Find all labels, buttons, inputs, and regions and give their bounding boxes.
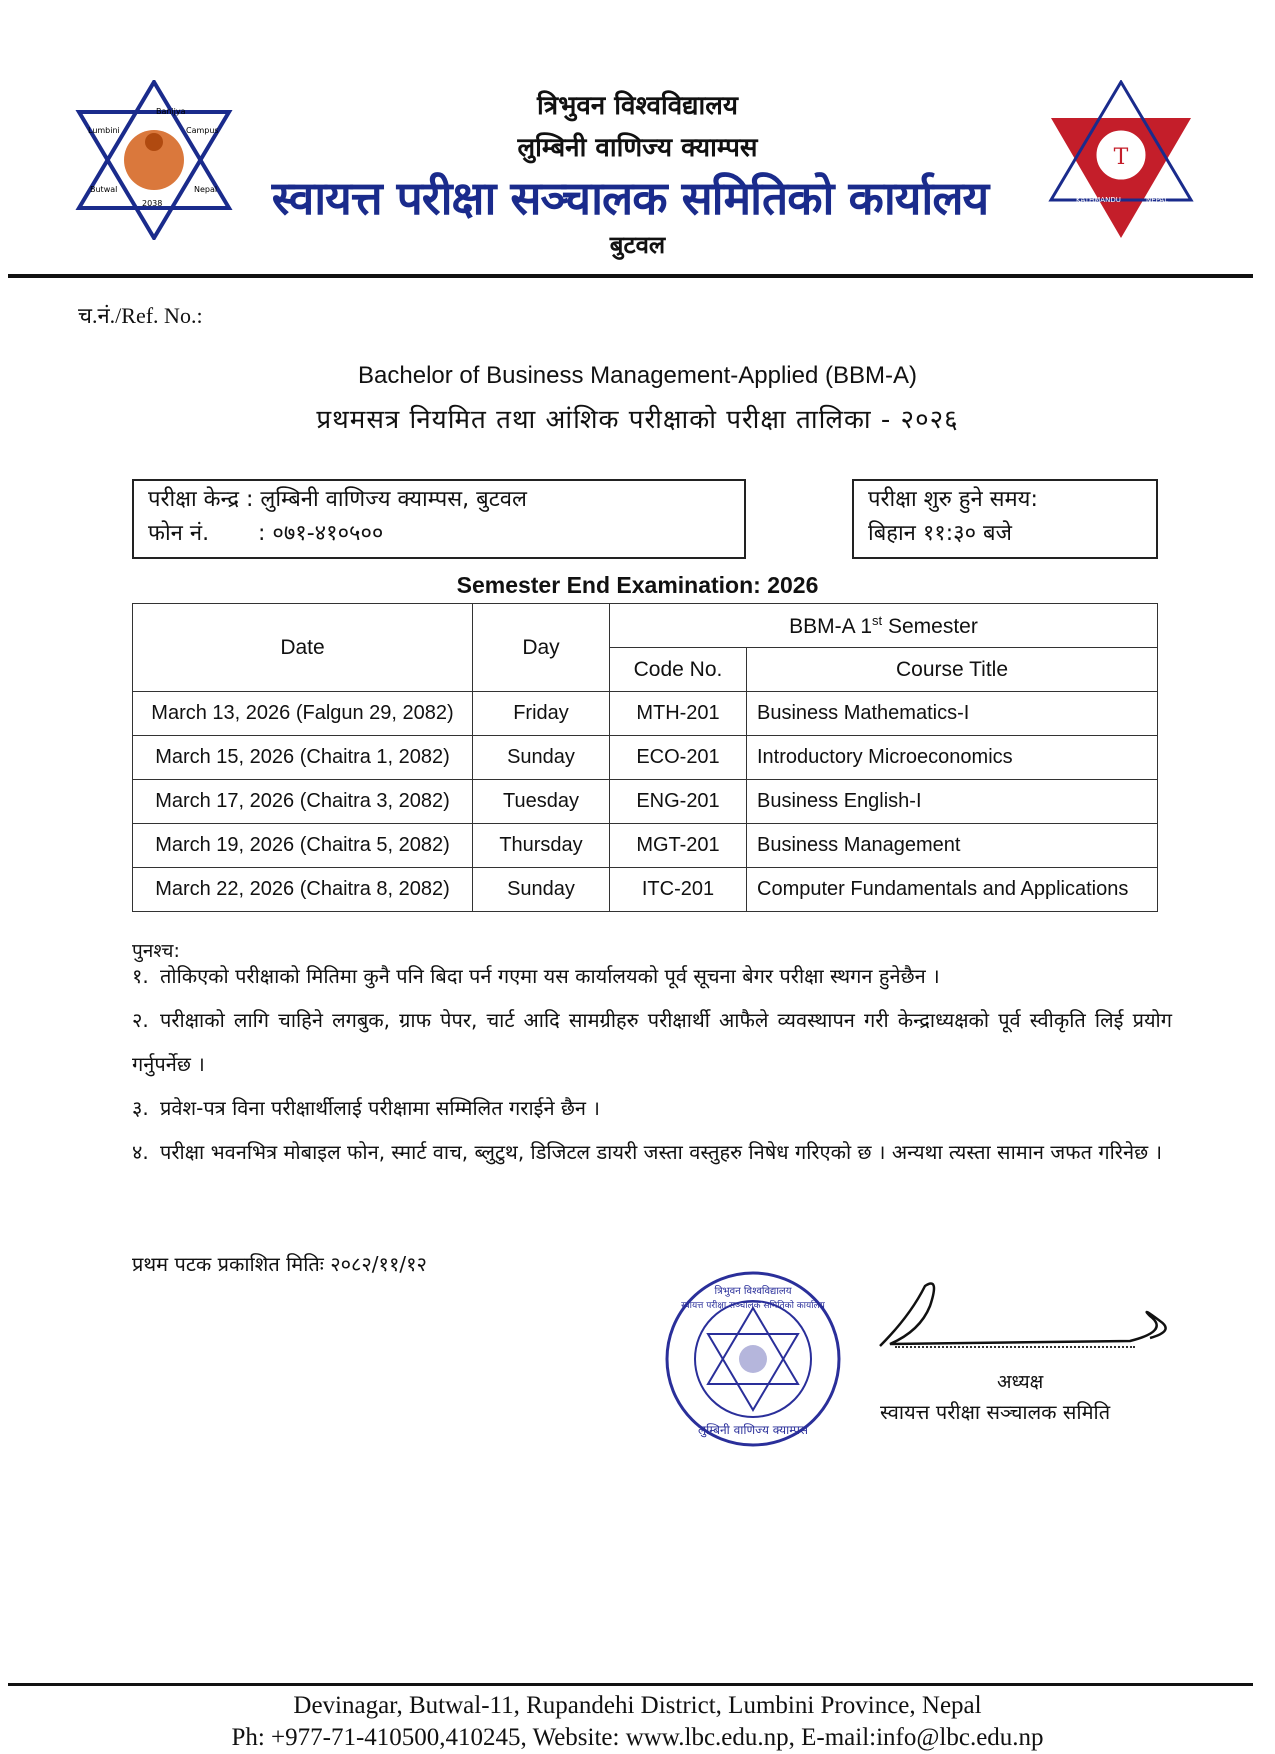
program-title: Bachelor of Business Management-Applied (BBM-A) xyxy=(358,362,917,389)
note-item: ३. प्रवेश-पत्र विना परीक्षार्थीलाई परीक्षामा सम्मिलित गराईने छैन । xyxy=(132,1096,600,1120)
header-code: Code No. xyxy=(610,648,747,692)
location: बुटवल xyxy=(609,231,666,259)
cell-code: MGT-201 xyxy=(610,824,747,868)
signature xyxy=(870,1276,1180,1366)
cell-date: March 13, 2026 (Falgun 29, 2082) xyxy=(133,692,473,736)
cell-code: ECO-201 xyxy=(610,736,747,780)
notes-heading: पुनश्च: xyxy=(132,940,180,962)
ref-number-label: च.नं./Ref. No.: xyxy=(78,303,203,328)
stamp-bottom-text: लुम्बिनी वाणिज्य क्याम्पस xyxy=(697,1423,809,1437)
stamp-top-text: त्रिभुवन विश्वविद्यालय xyxy=(714,1286,792,1297)
logo-text-butwal: Butwal xyxy=(90,185,118,194)
cell-course: Business English-I xyxy=(747,780,1158,824)
exam-center-box xyxy=(132,479,746,559)
cell-code: MTH-201 xyxy=(610,692,747,736)
signature-line xyxy=(895,1346,1135,1348)
logo-text-lumbini: Lumbini xyxy=(88,126,120,135)
header-course: Course Title xyxy=(747,648,1158,692)
cell-course: Business Management xyxy=(747,824,1158,868)
logo-text-nepal-right: NEPAL xyxy=(1146,196,1169,204)
exam-center-line: परीक्षा केन्द्र : लुम्बिनी वाणिज्य क्याम्पस, बुटवल xyxy=(148,487,527,512)
header-divider xyxy=(8,274,1253,278)
table-row xyxy=(133,868,1158,912)
cell-day: Sunday xyxy=(473,736,610,780)
campus-name: लुम्बिनी वाणिज्य क्याम्पस xyxy=(517,133,758,163)
cell-day: Sunday xyxy=(473,868,610,912)
phone-line: फोन नं. : ०७१-४१०५०० xyxy=(148,521,384,546)
published-date: प्रथम पटक प्रकाशित मितिः २०८२/११/१२ xyxy=(132,1252,427,1276)
schedule-title: प्रथमसत्र नियमित तथा आंशिक परीक्षाको परीक्षा तालिका - २०२६ xyxy=(316,405,959,435)
logo-text-nepal: Nepal xyxy=(194,185,218,194)
exam-time-label: परीक्षा शुरु हुने समय: xyxy=(868,487,1038,512)
cell-date: March 15, 2026 (Chaitra 1, 2082) xyxy=(133,736,473,780)
signatory-title: अध्यक्ष xyxy=(997,1371,1044,1393)
logo-text-kathmandu: KATHMANDU xyxy=(1076,196,1121,204)
signatory-committee: स्वायत्त परीक्षा सञ्चालक समिति xyxy=(880,1400,1111,1424)
cell-day: Tuesday xyxy=(473,780,610,824)
cell-day: Friday xyxy=(473,692,610,736)
cell-course: Introductory Microeconomics xyxy=(747,736,1158,780)
cell-date: March 22, 2026 (Chaitra 8, 2082) xyxy=(133,868,473,912)
table-row xyxy=(133,824,1158,868)
logo-text-campus: Campus xyxy=(186,126,219,135)
cell-day: Thursday xyxy=(473,824,610,868)
svg-text:T: T xyxy=(1113,145,1129,170)
note-item: ४. परीक्षा भवनभित्र मोबाइल फोन, स्मार्ट वाच, ब्लुटुथ, डिजिटल डायरी जस्ता वस्तुहरु निषेध गरिएको छ । अन्यथा त्यस्ता सामान जफत गरिनेछ । xyxy=(132,1140,1163,1164)
university-name: त्रिभुवन विश्वविद्यालय xyxy=(536,91,738,121)
header-date: Date xyxy=(133,604,473,692)
logo-text-banijya: Banijya xyxy=(156,107,186,116)
cell-date: March 19, 2026 (Chaitra 5, 2082) xyxy=(133,824,473,868)
exam-time-box xyxy=(852,479,1158,559)
note-item: १. तोकिएको परीक्षाको मितिमा कुनै पनि बिदा पर्न गएमा यस कार्यालयको पूर्व सूचना बेगर परीक्षा स्थगन हुनेछैन । xyxy=(132,964,940,988)
table-row xyxy=(133,692,1158,736)
office-stamp xyxy=(662,1268,844,1450)
footer-contact: Ph: +977-71-410500,410245, Website: www.lbc.edu.np, E-mail:info@lbc.edu.np xyxy=(231,1724,1044,1751)
footer-divider xyxy=(8,1683,1253,1686)
footer-address: Devinagar, Butwal-11, Rupandehi District, Lumbini Province, Nepal xyxy=(293,1692,982,1719)
table-row xyxy=(133,780,1158,824)
cell-date: March 17, 2026 (Chaitra 3, 2082) xyxy=(133,780,473,824)
office-name: स्वायत्त परीक्षा सञ्चालक समितिको कार्यालय xyxy=(271,171,989,225)
cell-course: Business Mathematics-I xyxy=(747,692,1158,736)
table-row xyxy=(133,736,1158,780)
header-semester-group: BBM-A 1st Semester xyxy=(610,604,1158,648)
header-day: Day xyxy=(473,604,610,692)
exam-title: Semester End Examination: 2026 xyxy=(456,572,819,598)
cell-course: Computer Fundamentals and Applications xyxy=(747,868,1158,912)
cell-code: ENG-201 xyxy=(610,780,747,824)
cell-code: ITC-201 xyxy=(610,868,747,912)
exam-schedule-table xyxy=(132,603,1158,912)
note-item: २. परीक्षाको लागि चाहिने लगबुक, ग्राफ पेपर, चार्ट आदि सामग्रीहरु परीक्षार्थी आफैले व्यवस्थापन गरी केन्द्राध्यक्षको पूर्व स्वीकृति लिई प्रयोग गर्नुपर्नेछ । xyxy=(132,1008,1172,1076)
logo-text-year: 2038 xyxy=(142,199,163,208)
stamp-outer-text: स्वायत्त परीक्षा सञ्चालक समितिको कार्यालय xyxy=(681,1301,825,1311)
exam-time-value: बिहान ११:३० बजे xyxy=(868,521,1012,546)
